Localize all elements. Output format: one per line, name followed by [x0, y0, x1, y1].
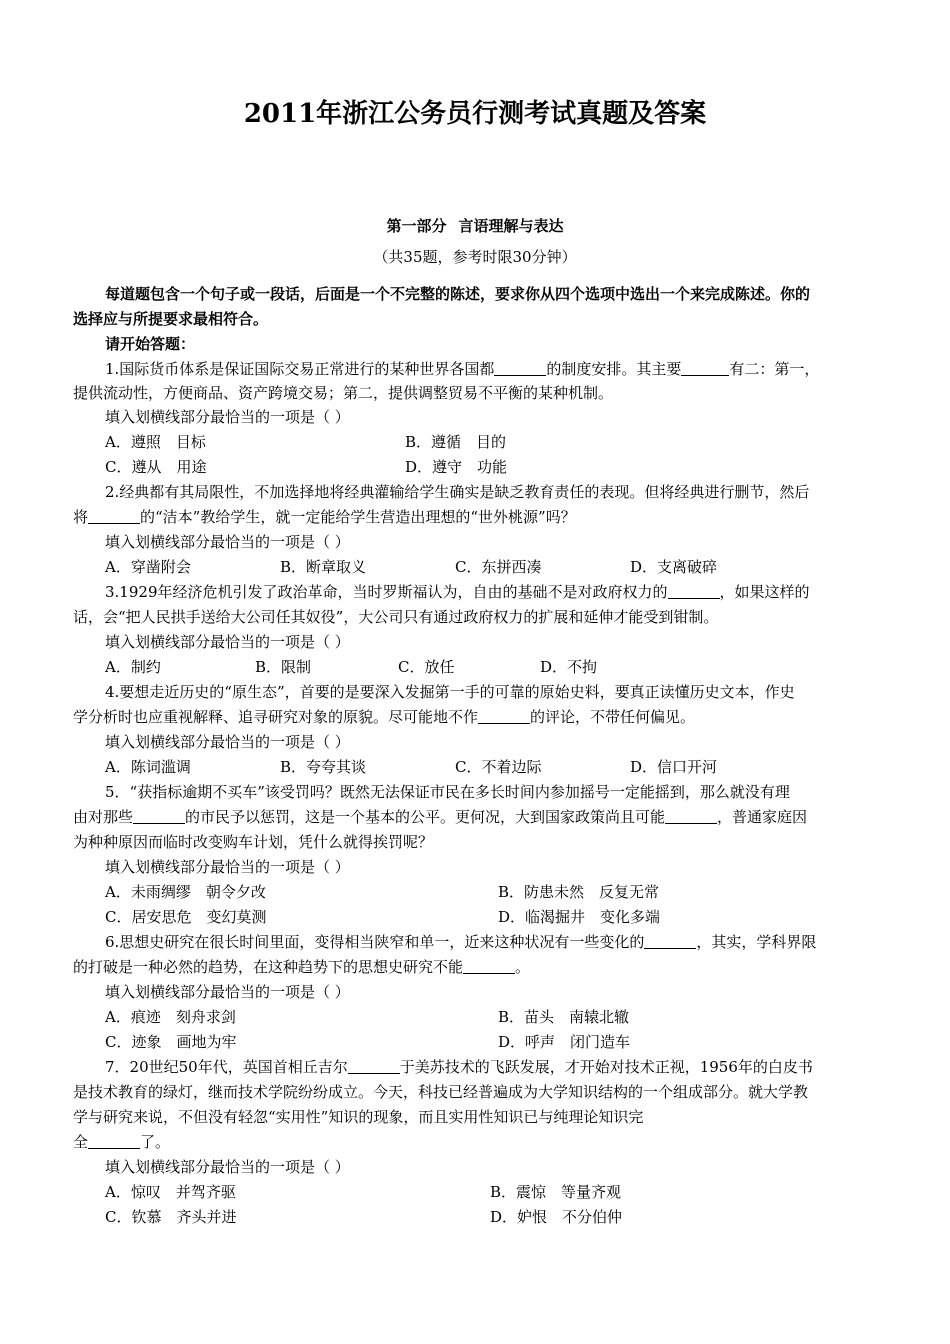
question-7-line-2: 是技术教育的绿灯，继而技术学院纷纷成立。今天，科技已经普遍成为大学知识结构的一个组成部分。就大学教: [73, 1083, 809, 1101]
question-6-option-b: B．苗头 南辕北辙: [498, 1008, 630, 1026]
section-note: （共35题，参考时限30分钟）: [373, 248, 577, 266]
question-7-line-3: 学与研究来说，不但没有轻忽“实用性”知识的现象，而且实用性知识已与纯理论知识完: [73, 1108, 644, 1126]
question-4-option-d: D．信口开河: [630, 758, 718, 776]
instructions-line-2: 选择应与所提要求最相符合。: [73, 310, 269, 328]
answer-blank: [494, 359, 546, 376]
question-4-option-a: A．陈词滥调: [105, 758, 191, 776]
question-1-option-b: B．遵循 目的: [405, 433, 507, 451]
answer-blank: [133, 807, 185, 824]
answer-blank: [478, 707, 530, 724]
question-1-line-2: 提供流动性，方便商品、资产跨境交易；第二，提供调整贸易不平衡的某种机制。: [73, 384, 614, 402]
question-6-option-a: A．痕迹 刻舟求剑: [105, 1008, 236, 1026]
section-name: 言语理解与表达: [458, 217, 564, 235]
answer-blank: [88, 1132, 140, 1149]
question-3-prompt: 填入划横线部分最恰当的一项是（ ）: [105, 633, 350, 651]
section-part: 第一部分: [386, 217, 447, 235]
question-6-option-d: D．呼声 闭门造车: [498, 1033, 631, 1051]
section-heading: [0, 215, 950, 236]
question-4-line-2: 学分析时也应重视解释、追寻研究对象的原貌。尽可能地不作 的评论，不带任何偏见。: [73, 708, 696, 726]
question-2-line-2: 将 的“洁本”教给学生，就一定能给学生营造出理想的“世外桃源”吗？: [73, 508, 576, 526]
question-5-line-2: 由对那些 的市民予以惩罚，这是一个基本的公平。更何况，大到国家政策尚且可能 ，普通家庭因: [73, 808, 808, 826]
question-2-prompt: 填入划横线部分最恰当的一项是（ ）: [105, 533, 350, 551]
question-3-option-b: B．限制: [255, 658, 312, 676]
question-5-prompt: 填入划横线部分最恰当的一项是（ ）: [105, 858, 350, 876]
question-7-prompt: 填入划横线部分最恰当的一项是（ ）: [105, 1158, 350, 1176]
question-1-option-d: D．遵守 功能: [405, 458, 508, 476]
answer-blank: [668, 582, 720, 599]
question-2-option-b: B．断章取义: [280, 558, 367, 576]
question-6-option-c: C．迹象 画地为牢: [105, 1033, 237, 1051]
answer-blank: [681, 359, 729, 376]
question-1-option-a: A．遵照 目标: [105, 433, 206, 451]
question-3-line-1: 3.1929年经济危机引发了政治革命，当时罗斯福认为，自由的基础不是对政府权力的 ，如果这样的: [105, 583, 810, 601]
question-4-line-1: 4.要想走近历史的“原生态”，首要的是要深入发掘第一手的可靠的原始史料，要真正读懂历史文本，作史: [105, 683, 795, 701]
question-5-line-3: 为种种原因而临时改变购车计划，凭什么就得挨罚呢？: [73, 833, 434, 851]
answer-blank: [665, 807, 717, 824]
answer-blank: [88, 507, 140, 524]
answer-blank: [348, 1057, 400, 1074]
question-5-option-d: D．临渴掘井 变化多端: [498, 908, 661, 926]
answer-blank: [644, 932, 696, 949]
question-5-line-1: 5．“获指标逾期不买车”该受罚吗？既然无法保证市民在多长时间内参加摇号一定能摇到，那么就没有理: [105, 783, 790, 801]
question-6-line-2: 的打破是一种必然的趋势，在这种趋势下的思想史研究不能 。: [73, 958, 531, 976]
question-7-option-d: D．妒恨 不分伯仲: [490, 1208, 623, 1226]
answer-blank: [463, 957, 515, 974]
question-3-option-a: A．制约: [105, 658, 161, 676]
question-7-line-4: 全 了。: [73, 1133, 171, 1151]
question-5-option-b: B．防患未然 反复无常: [498, 883, 660, 901]
start-label: 请开始答题：: [105, 335, 196, 353]
question-5-option-c: C．居安思危 变幻莫测: [105, 908, 267, 926]
question-2-option-d: D．支离破碎: [630, 558, 718, 576]
document-title: 2011年浙江公务员行测考试真题及答案: [243, 99, 707, 129]
instructions-line-1: 每道题包含一个句子或一段话，后面是一个不完整的陈述，要求你从四个选项中选出一个来完成陈述。你的: [105, 285, 811, 303]
question-6-prompt: 填入划横线部分最恰当的一项是（ ）: [105, 983, 350, 1001]
question-4-option-c: C．不着边际: [455, 758, 542, 776]
question-4-prompt: 填入划横线部分最恰当的一项是（ ）: [105, 733, 350, 751]
question-3-line-2: 话，会“把人民拱手送给大公司任其奴役”，大公司只有通过政府权力的扩展和延伸才能受到钳制。: [73, 608, 719, 626]
question-1-line-1: 1.国际货币体系是保证国际交易正常进行的某种世界各国都 的制度安排。其主要 有二：第一，: [105, 360, 820, 378]
question-7-option-c: C．钦慕 齐头并进: [105, 1208, 237, 1226]
question-3-option-c: C．放任: [398, 658, 455, 676]
question-2-option-c: C．东拼西凑: [455, 558, 542, 576]
question-7-option-a: A．惊叹 并驾齐驱: [105, 1183, 236, 1201]
question-5-option-a: A．未雨绸缪 朝令夕改: [105, 883, 266, 901]
question-6-line-1: 6.思想史研究在很长时间里面，变得相当陕窄和单一，近来这种状况有一些变化的 ，其实，学科界限: [105, 933, 817, 951]
question-2-line-1: 2.经典都有其局限性，不加选择地将经典灌输给学生确实是缺乏教育责任的表现。但将经典进行删节，然后: [105, 483, 810, 501]
question-2-option-a: A．穿凿附会: [105, 558, 191, 576]
question-1-option-c: C．遵从 用途: [105, 458, 207, 476]
question-1-prompt: 填入划横线部分最恰当的一项是（ ）: [105, 408, 350, 426]
question-7-line-1: 7．20世纪50年代，英国首相丘吉尔 于美苏技术的飞跃发展，才开始对技术正视，1956年的白皮书: [105, 1058, 813, 1076]
question-4-option-b: B．夸夸其谈: [280, 758, 367, 776]
question-3-option-d: D．不拘: [540, 658, 598, 676]
question-7-option-b: B．震惊 等量齐观: [490, 1183, 622, 1201]
